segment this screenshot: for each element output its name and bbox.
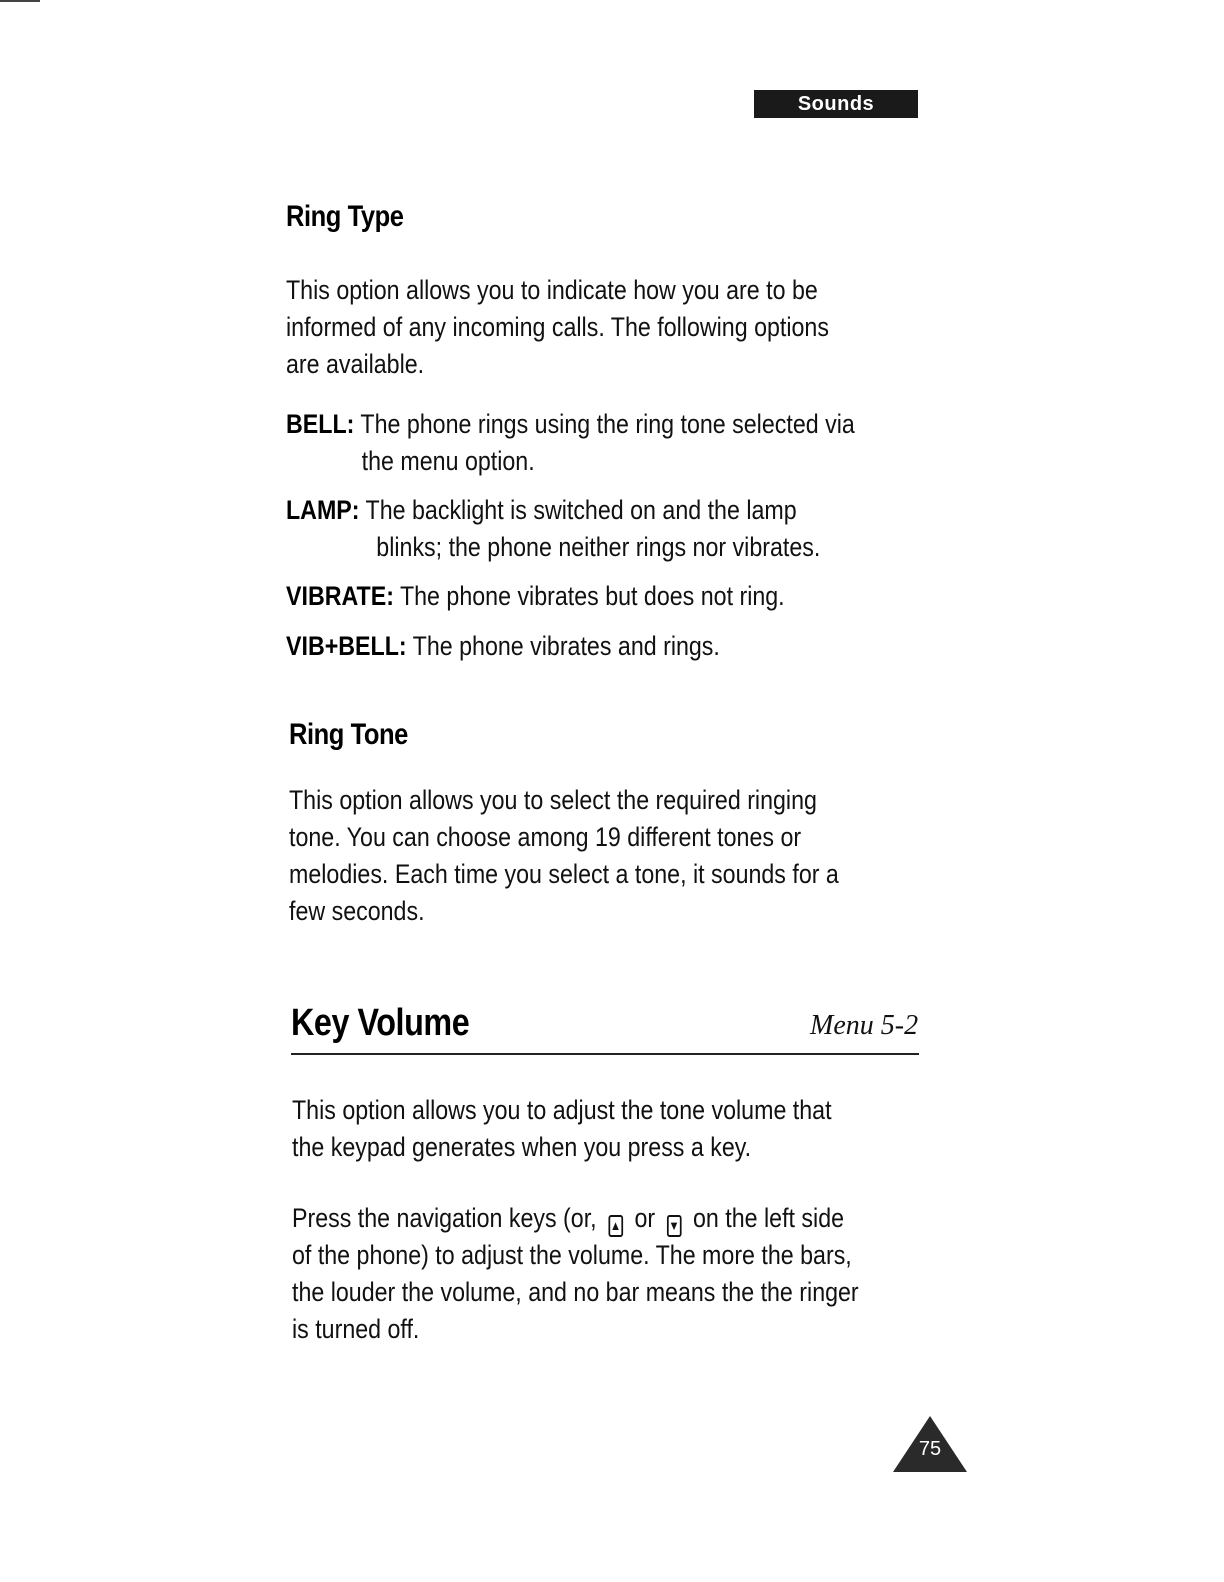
option-description: The backlight is switched on and the lamp: [365, 495, 797, 525]
ring-tone-line: few seconds.: [289, 896, 425, 926]
option-description: The phone rings using the ring tone selected via: [360, 409, 855, 439]
heading-rule: [291, 1053, 919, 1055]
option-lamp: [286, 492, 905, 566]
key-volume-line: the louder the volume, and no bar means the the ringer: [292, 1277, 859, 1307]
option-vib-bell: [286, 628, 905, 665]
ring-tone-heading: Ring Tone: [289, 718, 408, 751]
key-volume-text: or: [634, 1203, 656, 1233]
section-tab: [754, 90, 918, 118]
section-tab-label: Sounds: [797, 92, 875, 115]
ring-tone-body: [289, 782, 908, 930]
ring-type-intro: [286, 272, 905, 383]
ring-type-intro-line: informed of any incoming calls. The following options: [286, 312, 829, 342]
key-volume-heading: Key Volume: [291, 1002, 470, 1044]
option-description: The phone vibrates and rings.: [412, 631, 720, 661]
scan-corner-mark: [0, 0, 40, 2]
key-volume-line: This option allows you to adjust the tone volume that: [292, 1095, 832, 1125]
menu-reference: Menu 5-2: [810, 1010, 919, 1041]
ring-tone-line: tone. You can choose among 19 different tones or: [289, 822, 802, 852]
option-bell: [286, 406, 905, 480]
option-description-cont: blinks; the phone neither rings nor vibrates.: [376, 532, 821, 562]
key-volume-line: is turned off.: [292, 1314, 420, 1344]
page-number: 75: [918, 1438, 942, 1460]
key-volume-text: on the left side: [692, 1203, 845, 1233]
option-description: The phone vibrates but does not ring.: [399, 581, 785, 611]
volume-down-key-icon: ▼: [667, 1215, 682, 1237]
volume-up-key-icon: ▲: [608, 1215, 623, 1237]
key-volume-text: Press the navigation keys (or,: [292, 1203, 597, 1233]
option-term: VIBRATE:: [286, 581, 394, 611]
option-term: VIB+BELL:: [286, 631, 407, 661]
option-vibrate: [286, 578, 905, 615]
option-term: BELL:: [286, 409, 355, 439]
ring-type-heading: Ring Type: [286, 200, 404, 233]
key-volume-line: [292, 1200, 911, 1237]
option-term: LAMP:: [286, 495, 360, 525]
key-volume-line: the keypad generates when you press a key.: [292, 1132, 752, 1162]
option-description-cont: the menu option.: [361, 446, 535, 476]
ring-type-intro-line: This option allows you to indicate how you are to be: [286, 275, 818, 305]
page-number-badge: [893, 1416, 967, 1472]
key-volume-line: of the phone) to adjust the volume. The more the bars,: [292, 1240, 852, 1270]
ring-type-intro-line: are available.: [286, 349, 425, 379]
ring-tone-line: melodies. Each time you select a tone, it sounds for a: [289, 859, 839, 889]
key-volume-para1: [292, 1092, 911, 1166]
ring-tone-line: This option allows you to select the required ringing: [289, 785, 817, 815]
key-volume-para2: [292, 1200, 911, 1348]
